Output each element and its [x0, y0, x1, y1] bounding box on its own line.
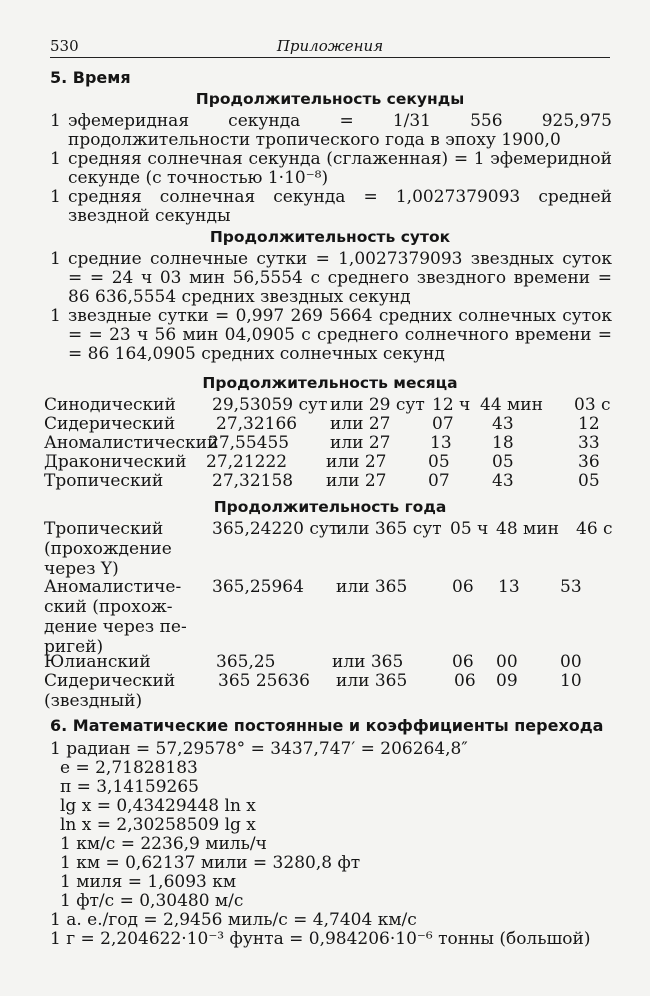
- item-lead: 1: [50, 187, 61, 207]
- row-whole: или 365 сут: [336, 519, 442, 539]
- section-5-title: 5. Время: [50, 68, 131, 87]
- row-seconds: 03 с: [574, 395, 611, 415]
- row-name: Сидерический: [44, 414, 176, 434]
- row-seconds: 53: [560, 577, 582, 597]
- row-value: 365 25636: [218, 671, 310, 691]
- row-whole: или 27: [326, 452, 387, 472]
- row-seconds: 05: [578, 471, 600, 491]
- row-minutes: 43: [492, 471, 514, 491]
- row-whole: или 27: [326, 471, 387, 491]
- row-hours: 05: [428, 452, 450, 472]
- item-lead: 1: [50, 249, 61, 269]
- seconds-item-1: [50, 112, 612, 150]
- row-value: 365,25964: [212, 577, 304, 597]
- row-minutes: 18: [492, 433, 514, 453]
- row-name: Тропический (прохождение через Υ): [44, 519, 172, 579]
- row-seconds: 12: [578, 414, 600, 434]
- constant-line: 1 радиан = 57,29578° = 3437,747′ = 206264,8″: [50, 739, 468, 759]
- section-6-title: 6. Математические постоянные и коэффициенты перехода: [50, 716, 604, 735]
- table-row: [44, 472, 614, 491]
- constant-line: 1 км = 0,62137 мили = 3280,8 фт: [60, 853, 361, 873]
- row-name: Юлианский: [44, 652, 151, 672]
- item-lead: 1: [50, 111, 61, 131]
- row-name: Сидерический (звездный): [44, 671, 176, 711]
- table-row: [44, 434, 614, 453]
- row-name: Аномалистический: [44, 433, 219, 453]
- row-value: 27,21222: [206, 452, 288, 472]
- row-minutes: 48 мин: [496, 519, 559, 539]
- item-text: звездные сутки = 0,997 269 5664 средних солнечных суток = = 23 ч 56 мин 04,0905 с среднего солнечного времени = = 86 164,0905 средних солнечных секунд: [68, 306, 612, 364]
- row-name: Драконический: [44, 452, 187, 472]
- running-head: Приложения: [276, 37, 384, 55]
- constant-line: 1 фт/с = 0,30480 м/с: [60, 891, 244, 911]
- row-seconds: 10: [560, 671, 582, 691]
- seconds-item-2: [50, 150, 612, 188]
- row-value: 365,24220 сут: [212, 519, 339, 539]
- row-seconds: 46 с: [576, 519, 613, 539]
- item-text: средняя солнечная секунда (сглаженная) = 1 эфемеридной секунде (с точностью 1·10⁻⁸): [68, 149, 612, 188]
- year-heading: Продолжительность года: [213, 498, 447, 516]
- row-value: 27,55455: [208, 433, 290, 453]
- row-name: Аномалистиче- ский (прохож- дение через пе- ригей): [44, 577, 187, 657]
- constant-line: 1 а. е./год = 2,9456 миль/с = 4,7404 км/с: [50, 910, 417, 930]
- row-seconds: 33: [578, 433, 600, 453]
- constant-line: π = 3,14159265: [60, 777, 199, 797]
- row-seconds: 36: [578, 452, 600, 472]
- table-row: [44, 577, 614, 657]
- item-text: средняя солнечная секунда = 1,0027379093 средней звездной секунды: [68, 187, 612, 226]
- days-heading: Продолжительность суток: [209, 228, 451, 246]
- row-hours: 12 ч: [432, 395, 471, 415]
- row-minutes: 44 мин: [480, 395, 543, 415]
- table-row: [44, 415, 614, 434]
- row-hours: 07: [428, 471, 450, 491]
- row-hours: 05 ч: [450, 519, 489, 539]
- page-number: 530: [50, 37, 79, 55]
- table-row: [44, 653, 614, 672]
- seconds-heading: Продолжительность секунды: [195, 90, 465, 108]
- row-whole: или 29 сут: [330, 395, 425, 415]
- days-item-2: [50, 307, 612, 364]
- row-hours: 06: [452, 577, 474, 597]
- row-minutes: 43: [492, 414, 514, 434]
- table-row: [44, 396, 614, 415]
- row-minutes: 05: [492, 452, 514, 472]
- item-lead: 1: [50, 149, 61, 169]
- item-text: эфемеридная секунда = 1/31 556 925,975 продолжительности тропического года в эпоху 1900,0: [68, 111, 612, 150]
- row-value: 365,25: [216, 652, 276, 672]
- row-whole: или 27: [330, 433, 391, 453]
- constant-line: lg x = 0,43429448 ln x: [60, 796, 256, 816]
- days-item-1: [50, 250, 612, 307]
- row-name: Тропический: [44, 471, 164, 491]
- seconds-item-3: [50, 188, 612, 226]
- row-minutes: 13: [498, 577, 520, 597]
- row-value: 29,53059 сут: [212, 395, 328, 415]
- item-lead: 1: [50, 306, 61, 326]
- constant-line: 1 миля = 1,6093 км: [60, 872, 237, 892]
- table-row: [44, 671, 614, 711]
- constant-line: ln x = 2,30258509 lg x: [60, 815, 256, 835]
- constant-line: e = 2,71828183: [60, 758, 198, 778]
- row-minutes: 00: [496, 652, 518, 672]
- row-seconds: 00: [560, 652, 582, 672]
- item-text: средние солнечные сутки = 1,0027379093 звездных суток = = 24 ч 03 мин 56,5554 с среднего звездного времени = 86 636,5554 средних звездных секунд: [68, 249, 612, 307]
- month-heading: Продолжительность месяца: [202, 374, 458, 392]
- row-whole: или 365: [332, 652, 404, 672]
- row-hours: 06: [452, 652, 474, 672]
- table-row: [44, 453, 614, 472]
- constant-line: 1 г = 2,204622·10⁻³ фунта = 0,984206·10⁻⁶ тонны (большой): [50, 929, 591, 949]
- row-hours: 07: [432, 414, 454, 434]
- constant-line: 1 км/с = 2236,9 миль/ч: [60, 834, 267, 854]
- row-whole: или 27: [330, 414, 391, 434]
- row-hours: 06: [454, 671, 476, 691]
- row-value: 27,32166: [216, 414, 298, 434]
- row-minutes: 09: [496, 671, 518, 691]
- table-row: [44, 519, 614, 579]
- row-whole: или 365: [336, 577, 408, 597]
- row-whole: или 365: [336, 671, 408, 691]
- row-name: Синодический: [44, 395, 176, 415]
- row-hours: 13: [430, 433, 452, 453]
- row-value: 27,32158: [212, 471, 294, 491]
- page-header: [50, 37, 610, 58]
